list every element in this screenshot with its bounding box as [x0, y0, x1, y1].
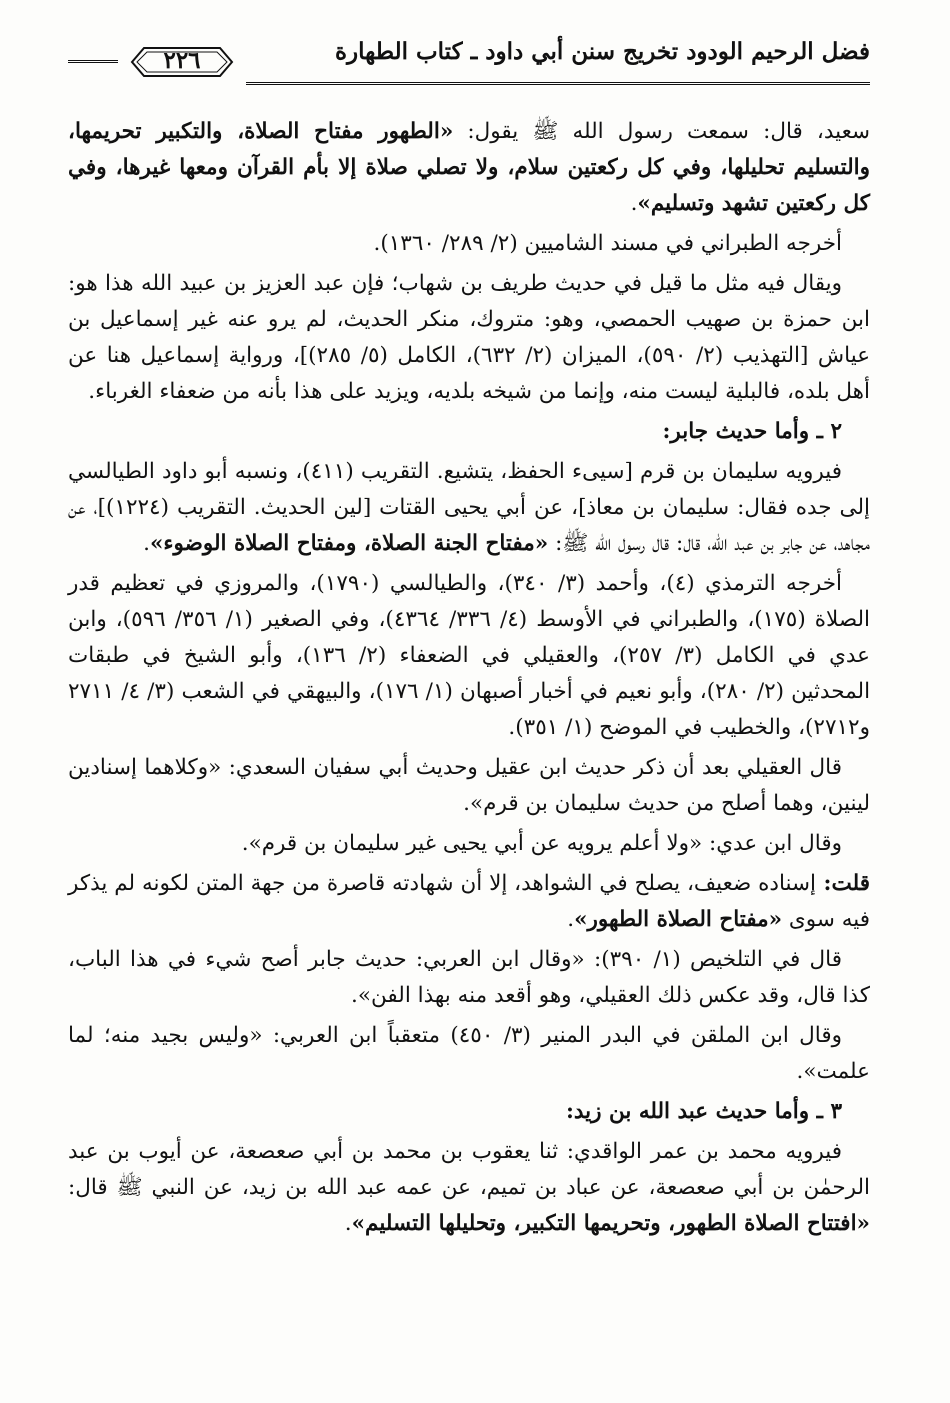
paragraph [68, 1134, 870, 1242]
header-rule [246, 82, 870, 85]
text-run: قال العقيلي بعد أن ذكر حديث ابن عقيل وحديث أبي سفيان السعدي: «وكلاهما إسنادين لينين، وهما أصلح من حديث سليمان بن قرم». [68, 755, 870, 816]
paragraph [68, 266, 870, 410]
text-run: . [143, 531, 150, 556]
bold-text: ٣ ـ وأما حديث عبد الله بن زيد: [565, 1099, 842, 1124]
paragraph [68, 566, 870, 746]
text-run: . [567, 907, 575, 932]
paragraph [68, 114, 870, 222]
page-number-badge [128, 42, 236, 82]
text-run: أخرجه الترمذي (٤)، وأحمد (٣/ ٣٤٠)، والطيالسي (١٧٩٠)، والمروزي في تعظيم قدر الصلاة (١٧٥)، والطبراني في الأوسط (٤/ ٣٣٦/ ٤٣٦٤)، وفي الصغير (١/ ٣٥٦/ ٥٩٦)، وابن عدي في الكامل (٣/ ٢٥٧)، والعقيلي في الضعفاء (٢/ ١٣٦)، وأبو الشيخ في طبقات المحدثين (٢/ ٢٨٠)، وأبو نعيم في أخبار أصبهان (١/ ١٧٦)، والبيهقي في الشعب (٣/ ٤/ ٢٧١١ و٢٧١٢)، والخطيب في الموضح (١/ ٣٥١). [68, 571, 871, 740]
bold-text: «افتتاح الصلاة الطهور، وتحريمها التكبير، وتحليلها التسليم» [351, 1211, 870, 1236]
bold-text: «الطهور مفتاح الصلاة، والتكبير تحريمها، والتسليم تحليلها، وفي كل ركعتين سلام، ولا تصلي صلاة إلا بأم القرآن ومعها غيرها، وفي كل ركعتين تشهد وتسليم» [68, 119, 870, 216]
bold-text: ٢ ـ وأما حديث جابر: [662, 419, 842, 444]
running-title: فضل الرحيم الودود تخريج سنن أبي داود ـ كتاب الطهارة [334, 38, 870, 65]
text-run: وقال ابن عدي: «ولا أعلم يرويه عن أبي يحيى غير سليمان بن قرم». [241, 831, 842, 856]
page-header [68, 30, 870, 90]
paragraph [68, 226, 870, 262]
text-run: . [344, 1211, 352, 1236]
paragraph [68, 942, 870, 1014]
section-heading [68, 414, 870, 450]
section-heading [68, 1094, 870, 1130]
paragraph [68, 454, 870, 562]
bold-text: «مفتاح الجنة الصلاة، ومفتاح الصلاة الوضوء» [149, 531, 549, 556]
text-run: فيرويه محمد بن عمر الواقدي: ثنا يعقوب بن محمد بن أبي صعصعة، عن أيوب بن عبد الرحمٰن بن أبي صعصعة، عن عباد بن تميم، عن عمه عبد الله بن زيد، عن النبي ﷺ قال: [68, 1139, 870, 1200]
text-run: . [630, 191, 638, 216]
paragraph [68, 866, 870, 938]
bold-text: «مفتاح الصلاة الطهور» [574, 907, 783, 932]
text-run: فيرويه سليمان بن قرم [سيىء الحفظ، يتشيع. التقريب (٤١١)، ونسبه أبو داود الطيالسي إلى جده فقال: سليمان بن معاذ]، عن أبي يحيى القتات [لين الحديث. التقريب (١٢٢٤)]، عن مجاهد، عن جابر بن عبد الله، قال: قال رسول الله ﷺ: [68, 459, 870, 556]
paragraph [68, 1018, 870, 1090]
text-run: إسناده ضعيف، يصلح في الشواهد، إلا أن شهادته قاصرة من جهة المتن لكونه لم يذكر فيه سوى [68, 871, 870, 932]
page-body [68, 114, 870, 1246]
paragraph [68, 750, 870, 822]
page-number: ٢٢٦ [163, 47, 201, 74]
text-run: قال في التلخيص (١/ ٣٩٠): «وقال ابن العربي: حديث جابر أصح شيء في هذا الباب، كذا قال، وقد عكس ذلك العقيلي، وهو أقعد منه بهذا الفن». [68, 947, 870, 1008]
text-run: وقال ابن الملقن في البدر المنير (٣/ ٤٥٠) متعقباً ابن العربي: «وليس بجيد منه؛ لما علمت». [68, 1023, 870, 1084]
text-run: أخرجه الطبراني في مسند الشاميين (٢/ ٢٨٩/ ١٣٦٠). [373, 231, 842, 256]
paragraph [68, 826, 870, 862]
text-run: ويقال فيه مثل ما قيل في حديث طريف بن شهاب؛ فإن عبد العزيز بن عبيد الله هذا هو: ابن حمزة بن صهيب الحمصي، وهو: متروك، منكر الحديث، لم يرو عنه غير إسماعيل بن عياش [التهذيب (٢/ ٥٩٠)، الميزان (٢/ ٦٣٢)، الكامل (٥/ ٢٨٥)]، ورواية إسماعيل هنا عن أهل بلده، فالبلية ليست منه، وإنما من شيخه بلديه، ويزيد على هذا بأنه من ضعفاء الغرباء. [68, 271, 871, 404]
header-rule-left [68, 60, 118, 63]
bold-text: قلت: [816, 871, 870, 896]
text-run: سعيد، قال: سمعت رسول الله ﷺ يقول: [453, 119, 870, 144]
